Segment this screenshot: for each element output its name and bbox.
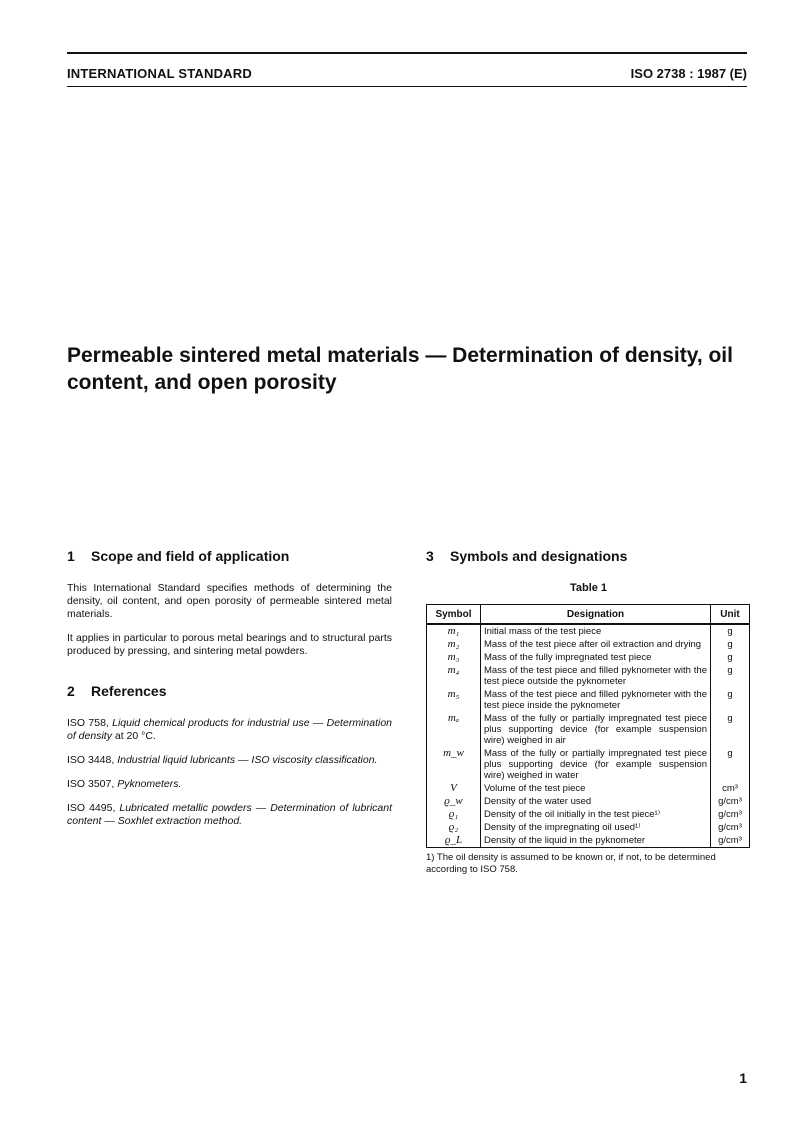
- section-3-heading: [426, 548, 751, 564]
- symbols-table: [426, 604, 750, 848]
- designation-cell: Mass of the test piece after oil extraction and drying: [481, 638, 711, 651]
- reference-title: Liquid chemical products for industrial use — Determination of density: [67, 717, 393, 742]
- designation-cell: Mass of the fully or partially impregnated test piece plus supporting device (for example suspension wire) weighed in air: [481, 712, 711, 747]
- table-row: [427, 834, 750, 848]
- document-title: Permeable sintered metal materials — Determination of density, oil content, and open porosity: [67, 344, 733, 394]
- designation-cell: Mass of the fully impregnated test piece: [481, 651, 711, 664]
- section-number: 2: [67, 683, 75, 699]
- scope-paragraph: This International Standard specifies methods of determining the density, oil content, and open porosity of permeable sintered metal materials.: [67, 582, 392, 620]
- unit-cell: g/cm³: [711, 808, 750, 821]
- reference-item: [67, 717, 392, 743]
- document-type: INTERNATIONAL STANDARD: [67, 66, 252, 81]
- scope-paragraph: It applies in particular to porous metal bearings and to structural parts produced by pressing, and sintering metal powders.: [67, 632, 392, 657]
- reference-code: ISO 4495,: [67, 802, 120, 814]
- section-title: Scope and field of application: [91, 548, 290, 564]
- table-row: [427, 747, 750, 782]
- reference-code: ISO 3448,: [67, 754, 118, 766]
- reference-item: [67, 778, 392, 791]
- designation-cell: Volume of the test piece: [481, 782, 711, 795]
- symbol-cell: ϱ_L: [427, 834, 481, 848]
- table-row: [427, 688, 750, 712]
- unit-cell: g: [711, 712, 750, 747]
- reference-code: ISO 3507,: [67, 778, 118, 790]
- page-number: 1: [739, 1070, 747, 1086]
- column-header-designation: Designation: [481, 605, 711, 625]
- unit-cell: g: [711, 688, 750, 712]
- reference-item: [67, 754, 392, 767]
- symbol-cell: m₄: [427, 664, 481, 688]
- unit-cell: g: [711, 651, 750, 664]
- table-row: [427, 712, 750, 747]
- reference-tail: at 20 °C.: [111, 730, 156, 742]
- unit-cell: g: [711, 664, 750, 688]
- header-underline: [67, 86, 747, 87]
- table-row: [427, 821, 750, 834]
- table-row: [427, 782, 750, 795]
- symbol-cell: ϱ₂: [427, 821, 481, 834]
- table-row: [427, 664, 750, 688]
- symbol-cell: m₃: [427, 651, 481, 664]
- designation-cell: Density of the oil initially in the test piece¹⁾: [481, 808, 711, 821]
- column-header-symbol: Symbol: [427, 605, 481, 625]
- table-row: [427, 795, 750, 808]
- table-row: [427, 638, 750, 651]
- unit-cell: cm³: [711, 782, 750, 795]
- right-column: [426, 548, 751, 876]
- symbol-cell: m₅: [427, 688, 481, 712]
- unit-cell: g: [711, 624, 750, 638]
- reference-title: Pyknometers.: [117, 778, 182, 790]
- section-title: Symbols and designations: [450, 548, 628, 564]
- designation-cell: Density of the liquid in the pyknometer: [481, 834, 711, 848]
- reference-code: ISO 758,: [67, 717, 113, 729]
- unit-cell: g: [711, 638, 750, 651]
- unit-cell: g/cm³: [711, 834, 750, 848]
- designation-cell: Mass of the fully or partially impregnated test piece plus supporting device (for example suspension wire) weighed in water: [481, 747, 711, 782]
- standard-number: ISO 2738 : 1987 (E): [630, 66, 747, 81]
- reference-item: [67, 802, 392, 828]
- symbol-cell: V: [427, 782, 481, 795]
- table-row: [427, 624, 750, 638]
- unit-cell: g/cm³: [711, 795, 750, 808]
- symbol-cell: ϱ₁: [427, 808, 481, 821]
- designation-cell: Mass of the test piece and filled pyknometer with the test piece outside the pyknometer: [481, 664, 711, 688]
- unit-cell: g/cm³: [711, 821, 750, 834]
- symbol-cell: m_w: [427, 747, 481, 782]
- section-number: 1: [67, 548, 75, 564]
- table-header-row: [427, 605, 750, 625]
- left-column: [67, 548, 392, 839]
- reference-title: Lubricated metallic powders — Determination of lubricant content — Soxhlet extraction method.: [67, 802, 393, 827]
- designation-cell: Density of the impregnating oil used¹⁾: [481, 821, 711, 834]
- designation-cell: Density of the water used: [481, 795, 711, 808]
- table-row: [427, 651, 750, 664]
- symbol-cell: m₁: [427, 624, 481, 638]
- section-number: 3: [426, 548, 434, 564]
- reference-title: Industrial liquid lubricants — ISO viscosity classification.: [117, 754, 378, 766]
- section-1-heading: [67, 548, 392, 564]
- unit-cell: g: [711, 747, 750, 782]
- header-rule: [67, 52, 747, 54]
- table-caption: Table 1: [569, 582, 608, 594]
- symbol-cell: m₂: [427, 638, 481, 651]
- symbol-cell: ϱ_w: [427, 795, 481, 808]
- table-footnote: 1) The oil density is assumed to be known or, if not, to be determined according to ISO 758.: [426, 852, 716, 875]
- section-title: References: [91, 683, 167, 699]
- symbol-cell: mₐ: [427, 712, 481, 747]
- table-body: [427, 624, 750, 848]
- designation-cell: Mass of the test piece and filled pyknometer with the test piece inside the pyknometer: [481, 688, 711, 712]
- designation-cell: Initial mass of the test piece: [481, 624, 711, 638]
- table-row: [427, 808, 750, 821]
- section-2-heading: [67, 683, 392, 699]
- column-header-unit: Unit: [711, 605, 750, 625]
